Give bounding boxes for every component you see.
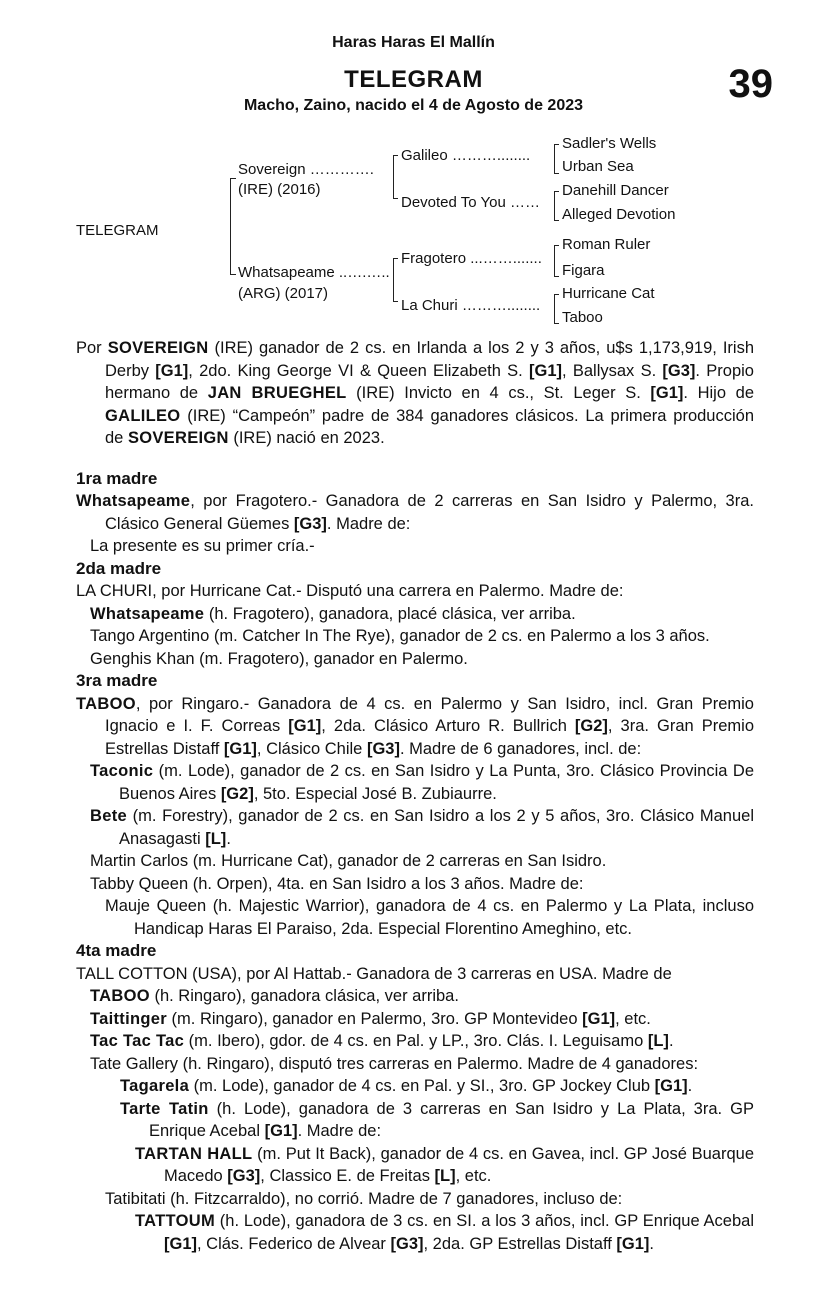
dam3-offspring bbox=[76, 760, 754, 805]
text-run: (h. Lode), ganadora de 3 cs. en SI. a los 3 años, incl. GP Enrique Acebal bbox=[215, 1212, 754, 1230]
bracket-line bbox=[393, 198, 398, 199]
section-title-dam1: 1ra madre bbox=[76, 468, 158, 488]
section-title-dam3: 3ra madre bbox=[76, 671, 158, 690]
dam1-paragraph bbox=[76, 490, 754, 535]
grade-label: [G1] bbox=[155, 361, 189, 380]
horse-name-bold: JAN BRUEGHEL bbox=[207, 384, 347, 402]
horse-name-bold: TABOO bbox=[76, 694, 136, 713]
grade-label: [G1] bbox=[223, 739, 257, 758]
dam4-offspring bbox=[76, 1030, 754, 1053]
horse-name-bold: SOVEREIGN bbox=[107, 339, 209, 357]
dam3-grand-offspring: Mauje Queen (h. Majestic Warrior), ganadora de 4 cs. en Palermo y La Plata, incluso Handicap Haras El Paraiso, 2da. Especial Florentino Ameghino, etc. bbox=[105, 897, 754, 938]
text-run: (IRE) ganador de 2 cs. en Irlanda a los 2 y 3 años, u$s 1,173,919, Irish Derby bbox=[105, 339, 755, 380]
lot-number: 39 bbox=[728, 62, 773, 106]
text-run: . Madre de 6 ganadores, incl. de: bbox=[399, 739, 642, 758]
pedigree-sire: Sovereign …………. bbox=[238, 161, 374, 178]
pedigree-sire-sire: Galileo ………........ bbox=[401, 147, 531, 164]
horse-name-bold: Bete bbox=[90, 807, 127, 825]
text-run: (m. Put It Back), ganador de 4 cs. en Gavea, incl. GP José Buarque Macedo bbox=[164, 1144, 754, 1185]
pedigree-ggp-2: Urban Sea bbox=[562, 158, 634, 175]
horse-name-bold: SOVEREIGN bbox=[127, 429, 229, 447]
text-run: . Hijo de bbox=[683, 384, 754, 402]
bracket-line bbox=[554, 173, 559, 174]
text-run: , Clás. Federico de Alvear bbox=[197, 1234, 391, 1253]
pedigree-ggp-8: Taboo bbox=[562, 309, 603, 326]
horse-name-bold: TATTOUM bbox=[135, 1212, 215, 1230]
pedigree-ggp-1: Sadler's Wells bbox=[562, 135, 657, 152]
text-run: Por bbox=[76, 339, 108, 357]
pedigree-sire-dam: Devoted To You …… bbox=[401, 194, 540, 211]
text-run: , etc. bbox=[615, 1009, 651, 1028]
horse-name: TELEGRAM bbox=[344, 66, 483, 93]
grade-label: [L] bbox=[434, 1167, 456, 1185]
dam2-offspring: Tango Argentino (m. Catcher In The Rye), ganador de 2 cs. en Palermo a los 3 años. bbox=[90, 627, 710, 645]
grade-label: [G1] bbox=[650, 384, 684, 402]
horse-name-bold: TARTAN HALL bbox=[135, 1144, 253, 1163]
grade-label: [G2] bbox=[220, 784, 254, 803]
bracket-line bbox=[554, 294, 555, 324]
dam2-offspring: Genghis Khan (m. Fragotero), ganador en Palermo. bbox=[90, 649, 468, 668]
sire-paragraph bbox=[76, 337, 754, 450]
horse-name-bold: Tagarela bbox=[120, 1077, 190, 1095]
grade-label: [L] bbox=[647, 1032, 669, 1050]
bracket-line bbox=[554, 294, 559, 295]
dam4-grand-offspring bbox=[76, 1098, 754, 1143]
grade-label: [G1] bbox=[654, 1077, 688, 1095]
dam4-grand-offspring: Tatibitati (h. Fitzcarraldo), no corrió. Madre de 7 ganadores, incluso de: bbox=[105, 1189, 623, 1208]
bracket-line bbox=[393, 155, 398, 156]
text-run: (m. Lode), ganador de 2 cs. en San Isidro y La Punta, 3ro. Clásico Provincia De Buenos Aires bbox=[119, 762, 754, 803]
grade-label: [G1] bbox=[164, 1234, 197, 1253]
pedigree-sire-detail: (IRE) (2016) bbox=[238, 181, 321, 198]
dam4-great-grand-offspring bbox=[76, 1143, 754, 1188]
text-run: , Ballysax S. bbox=[562, 361, 663, 380]
horse-name-bold: TABOO bbox=[90, 987, 150, 1005]
text-run: (h. Ringaro), ganadora clásica, ver arriba. bbox=[149, 987, 459, 1005]
text-run: . Propio hermano de bbox=[105, 361, 754, 402]
text-run: (h. Fragotero), ganadora, placé clásica, ver arriba. bbox=[204, 604, 576, 623]
text-run: (IRE) Invicto en 4 cs., St. Leger S. bbox=[346, 384, 651, 402]
text-run: (m. Lode), ganador de 4 cs. en Pal. y SI., 3ro. GP Jockey Club bbox=[189, 1077, 655, 1095]
bracket-line bbox=[230, 178, 231, 275]
section-title-dam2: 2da madre bbox=[76, 558, 162, 578]
dam4-offspring bbox=[76, 985, 754, 1008]
pedigree-dam: Whatsapeame ..….….. bbox=[238, 264, 390, 281]
grade-label: [G3] bbox=[366, 739, 400, 758]
pedigree-dam-dam: La Churi ………........ bbox=[401, 297, 541, 314]
bracket-line bbox=[393, 155, 394, 199]
text-run: , 5to. Especial José B. Zubiaurre. bbox=[253, 784, 497, 803]
bracket-line bbox=[554, 220, 559, 221]
text-run: . bbox=[649, 1234, 655, 1253]
farm-name: Haras Haras El Mallín bbox=[332, 34, 495, 51]
bracket-line bbox=[393, 301, 398, 302]
pedigree-ggp-6: Figara bbox=[562, 262, 605, 279]
text-run: . bbox=[687, 1077, 693, 1095]
grade-label: [G1] bbox=[264, 1122, 298, 1140]
text-run: (h. Lode), ganadora de 3 carreras en San Isidro y La Plata, 3ra. GP Enrique Acebal bbox=[149, 1099, 754, 1140]
horse-name-bold: Whatsapeame bbox=[90, 604, 205, 623]
text-run: , por Ringaro.- Ganadora de 4 cs. en Palermo y San Isidro, incl. Gran Premio Ignacio e I. F. Correas bbox=[105, 694, 754, 735]
grade-label: [G3] bbox=[293, 514, 327, 533]
dam4-offspring: Tate Gallery (h. Ringaro), disputó tres carreras en Palermo. Madre de 4 ganadores: bbox=[90, 1054, 699, 1073]
grade-label: [G1] bbox=[582, 1009, 616, 1028]
text-run: , 2da. Clásico Arturo R. Bullrich bbox=[321, 717, 575, 735]
horse-name-bold: Taconic bbox=[90, 762, 154, 780]
horse-name-bold: Taittinger bbox=[90, 1009, 167, 1028]
text-run: (IRE) “Campeón” padre de 384 ganadores clásicos. La primera producción de bbox=[105, 406, 754, 447]
text-run: . Madre de: bbox=[297, 1122, 382, 1140]
text-run: . bbox=[226, 829, 231, 848]
dam3-offspring bbox=[76, 805, 754, 850]
bracket-line bbox=[393, 258, 394, 302]
dam3-offspring: Tabby Queen (h. Orpen), 4ta. en San Isidro a los 3 años. Madre de: bbox=[90, 874, 584, 893]
horse-name-bold: Tac Tac Tac bbox=[90, 1032, 185, 1050]
bracket-line bbox=[393, 258, 398, 259]
text-run: (m. Forestry), ganador de 2 cs. en San Isidro a los 2 y 5 años, 3ro. Clásico Manuel Anasagasti bbox=[119, 807, 754, 848]
grade-label: [G3] bbox=[227, 1167, 261, 1185]
pedigree-ggp-7: Hurricane Cat bbox=[562, 285, 655, 302]
text-run: , por Fragotero.- Ganadora de 2 carreras en San Isidro y Palermo, 3ra. Clásico General Güemes bbox=[105, 492, 754, 533]
text-run: (m. Ibero), gdor. de 4 cs. en Pal. y LP., 3ro. Clás. I. Leguisamo bbox=[184, 1032, 648, 1050]
bracket-line bbox=[230, 274, 236, 275]
text-run: . Madre de: bbox=[326, 514, 411, 533]
text-run: , 2do. King George VI & Queen Elizabeth S. bbox=[188, 361, 530, 380]
bracket-line bbox=[554, 245, 555, 277]
bracket-line bbox=[554, 323, 559, 324]
pedigree-dam-detail: (ARG) (2017) bbox=[238, 285, 329, 302]
dam3-offspring: Martin Carlos (m. Hurricane Cat), ganador de 2 carreras en San Isidro. bbox=[90, 852, 607, 870]
grade-label: [G3] bbox=[390, 1234, 424, 1253]
bracket-line bbox=[554, 245, 559, 246]
pedigree-subject: TELEGRAM bbox=[76, 222, 159, 239]
dam2-intro: LA CHURI, por Hurricane Cat.- Disputó una carrera en Palermo. Madre de: bbox=[76, 582, 624, 600]
bracket-line bbox=[554, 191, 559, 192]
pedigree-dam-sire: Fragotero ...……....... bbox=[401, 250, 542, 267]
dam4-grand-offspring bbox=[76, 1075, 754, 1098]
horse-name-bold: Tarte Tatin bbox=[120, 1099, 209, 1118]
grade-label: [G1] bbox=[616, 1234, 650, 1253]
bracket-line bbox=[554, 276, 559, 277]
catalog-body bbox=[76, 337, 754, 1255]
dam2-offspring bbox=[76, 603, 754, 626]
grade-label: [G1] bbox=[288, 717, 322, 735]
horse-name-bold: GALILEO bbox=[105, 406, 181, 425]
text-run: , Classico E. de Freitas bbox=[260, 1167, 435, 1185]
grade-label: [G3] bbox=[662, 361, 696, 380]
text-run: (IRE) nació en 2023. bbox=[228, 429, 385, 447]
text-run: , etc. bbox=[455, 1167, 492, 1185]
section-title-dam4: 4ta madre bbox=[76, 941, 157, 960]
grade-label: [G1] bbox=[529, 361, 563, 380]
bracket-line bbox=[554, 144, 555, 174]
horse-name-bold: Whatsapeame bbox=[76, 492, 191, 510]
grade-label: [L] bbox=[205, 829, 227, 848]
dam3-paragraph bbox=[76, 693, 754, 761]
bracket-line bbox=[230, 178, 236, 179]
bracket-line bbox=[554, 191, 555, 221]
text-run: , 3ra. Gran Premio Estrellas Distaff bbox=[105, 717, 754, 758]
bracket-line bbox=[554, 144, 559, 145]
pedigree-ggp-4: Alleged Devotion bbox=[562, 206, 676, 223]
dam4-great-grand-offspring bbox=[76, 1210, 754, 1255]
dam4-intro: TALL COTTON (USA), por Al Hattab.- Ganadora de 3 carreras en USA. Madre de bbox=[76, 964, 672, 983]
grade-label: [G2] bbox=[574, 717, 608, 735]
dam1-note: La presente es su primer cría.- bbox=[90, 537, 315, 555]
text-run: (m. Ringaro), ganador en Palermo, 3ro. GP Montevideo bbox=[166, 1009, 583, 1028]
horse-description: Macho, Zaino, nacido el 4 de Agosto de 2023 bbox=[243, 97, 584, 114]
dam4-offspring bbox=[76, 1008, 754, 1031]
text-run: , 2da. GP Estrellas Distaff bbox=[423, 1234, 617, 1253]
pedigree-ggp-5: Roman Ruler bbox=[562, 236, 651, 253]
pedigree-ggp-3: Danehill Dancer bbox=[562, 182, 669, 199]
text-run: , Clásico Chile bbox=[256, 739, 367, 758]
text-run: . bbox=[668, 1032, 674, 1050]
